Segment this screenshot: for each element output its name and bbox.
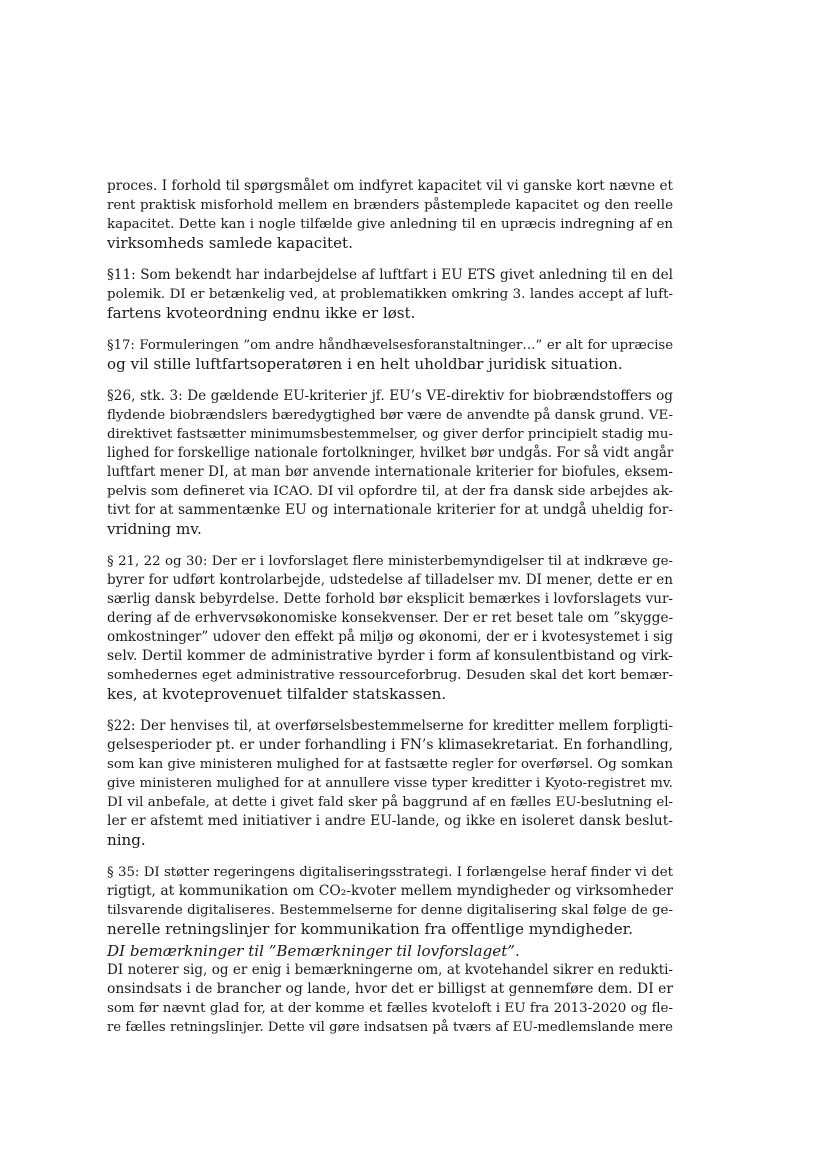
text-line: lighed for forskellige nationale fortolkninger, hvilket bør undgås. For så vidt angår: [107, 445, 674, 461]
text-line: kes, at kvoteprovenuet tilfalder statskassen.: [107, 685, 447, 703]
text-line: dering af de erhvervsøkonomiske konsekvenser. Der er ret beset tale om ”skygge-: [107, 610, 674, 626]
text-line: gelsesperioder pt. er under forhandling i FN’s klimasekretariat. En forhandling,: [107, 737, 673, 753]
text-line: ler er afstemt med initiativer i andre EU-lande, og ikke en isoleret dansk beslut-: [107, 813, 673, 829]
text-line: proces. I forhold til spørgsmålet om indfyret kapacitet vil vi ganske kort nævne et: [107, 178, 673, 194]
text-line: vridning mv.: [107, 520, 202, 538]
text-line: flydende biobrændslers bæredygtighed bør være de anvendte på dansk grund. VE-: [107, 408, 673, 423]
text-line: selv. Dertil kommer de administrative byrder i form af konsulentbistand og virk-: [107, 648, 673, 664]
text-line: give ministeren mulighed for at annullere visse typer kreditter i Kyoto-registret mv.: [107, 776, 673, 791]
text-line: §22: Der henvises til, at overførselsbestemmelserne for kreditter mellem forpligti-: [107, 718, 673, 734]
text-line: polemik. DI er betænkelig ved, at problematikken omkring 3. landes accept af luft-: [107, 287, 673, 302]
text-line: § 35: DI støtter regeringens digitaliseringsstrategi. I forlængelse heraf finder vi det: [107, 865, 673, 880]
text-line: tilsvarende digitaliseres. Bestemmelserne for denne digitalisering skal følge de ge-: [107, 903, 673, 918]
text-line: fartens kvoteordning endnu ikke er løst.: [107, 304, 416, 322]
text-line: direktivet fastsætter minimumsbestemmelser, og giver derfor principielt stadig mu-: [107, 427, 673, 442]
section-heading: DI bemærkninger til ”Bemærkninger til lovforslaget”.: [107, 942, 520, 960]
text-line: ning.: [107, 831, 146, 849]
text-line: særlig dansk bebyrdelse. Dette forhold bør eksplicit bemærkes i lovforslagets vur-: [107, 591, 673, 607]
text-line: pelvis som defineret via ICAO. DI vil opfordre til, at der fra dansk side arbejdes ak-: [107, 484, 673, 499]
text-line: som kan give ministeren mulighed for at fastsætte regler for overførsel. Og somkan: [107, 757, 674, 772]
text-line: nerelle retningslinjer for kommunikation fra offentlige myndigheder.: [107, 920, 634, 938]
text-line: §11: Som bekendt har indarbejdelse af luftfart i EU ETS givet anledning til en del: [107, 267, 673, 283]
text-line: kapacitet. Dette kan i nogle tilfælde give anledning til en upræcis indregning af en: [107, 217, 673, 232]
text-line: onsindsats i de brancher og lande, hvor det er billigst at gennemføre dem. DI er: [107, 981, 673, 997]
text-line: § 21, 22 og 30: Der er i lovforslaget flere ministerbemyndigelser til at indkræve ge-: [107, 554, 673, 569]
text-line: som før nævnt glad for, at der komme et fælles kvoteloft i EU fra 2013-2020 og fle-: [107, 1001, 673, 1016]
text-line: og vil stille luftfartsoperatøren i en helt uholdbar juridisk situation.: [107, 355, 623, 373]
text-line: rent praktisk misforhold mellem en brænders påstemplede kapacitet og den reelle: [107, 198, 673, 213]
text-line: tivt for at sammentænke EU og internationale kriterier for at undgå uheldig for-: [107, 502, 673, 518]
text-line: re fælles retningslinjer. Dette vil gøre indsatsen på tværs af EU-medlemslande mere: [107, 1020, 673, 1035]
text-line: DI vil anbefale, at dette i givet fald sker på baggrund af en fælles EU-beslutning el-: [107, 795, 673, 810]
text-line: §26, stk. 3: De gældende EU-kriterier jf. EU’s VE-direktiv for biobrændstoffers og: [107, 388, 673, 404]
text-line: §17: Formuleringen ”om andre håndhævelsesforanstaltninger…” er alt for upræcise: [107, 338, 673, 353]
text-line: rigtigt, at kommunikation om CO₂-kvoter mellem myndigheder og virksomheder: [107, 883, 673, 899]
text-line: omkostninger” udover den effekt på miljø og økonomi, der er i kvotesystemet i sig: [107, 629, 673, 645]
text-line: byrer for udført kontrolarbejde, udstedelse af tilladelser mv. DI mener, dette er en: [107, 572, 673, 588]
text-line: DI noterer sig, og er enig i bemærkningerne om, at kvotehandel sikrer en redukti-: [107, 962, 673, 978]
text-line: luftfart mener DI, at man bør anvende internationale kriterier for biofules, eksem-: [107, 464, 673, 480]
text-line: virksomheds samlede kapacitet.: [107, 234, 353, 252]
text-line: somhedernes eget administrative ressourceforbrug. Desuden skal det kort bemær-: [107, 668, 673, 683]
